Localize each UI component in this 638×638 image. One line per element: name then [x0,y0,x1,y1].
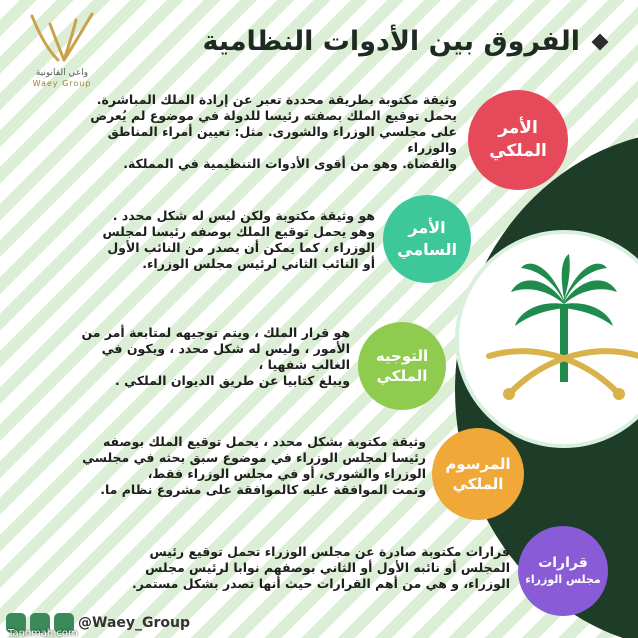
category-label-line2: الملكي [489,141,547,161]
category-label-line2: الملكي [376,367,428,385]
waey-logo-icon [14,6,110,66]
watermark: Tanomah.com [8,628,78,638]
category-label-line1: الأمر [498,118,538,139]
palm-trunk-icon [560,304,568,382]
description-line: أو النائب الثاني لرئيس مجلس الوزراء. [142,256,375,271]
category-label-line1: التوجيه [375,346,429,365]
category-circle-royal-decree [432,428,524,520]
brand-name-english: Waey Group [32,79,92,88]
category-circle-royal-directive [358,322,446,410]
category-label-line1: قرارات [538,555,588,572]
category-circle-cabinet-resolutions [518,526,608,616]
description-line: الوزراء ، كما يمكن أن يصدر من النائب الأول [107,240,375,255]
category-label-line2: الملكي [452,475,504,493]
description-line: ويبلغ كتابيا عن طريق الديوان الملكي . [115,373,350,388]
description-line: على مجلسي الوزراء والشورى. مثل: تعيين أمراء المناطق والوزراء [107,124,457,155]
description-line: وثيقة مكتوبة بطريقة محددة تعبر عن إرادة الملك المباشرة. [96,92,457,107]
description-royal-order [72,92,457,172]
description-high-order [80,208,375,272]
emblem-seal [455,230,638,448]
category-label-line2: السامي [397,240,457,259]
description-line: الأمور ، وليس له شكل محدد ، ويكون في [101,341,350,356]
category-label-line1: المرسوم [445,454,511,473]
description-line: قرارات مكتوبة صادرة عن مجلس الوزراء تحمل توقيع رئيس [149,544,510,559]
description-line: يحمل توقيع الملك بصفته رئيسا للدولة في موضوع لم يُعرض [90,108,457,123]
description-line: الوزراء والشورى، أو في مجلس الوزراء فقط، [147,466,426,481]
description-line: الغالب شفهيا ، [258,357,350,372]
description-line: هو وثيقة مكتوبة ولكن ليس له شكل محدد . [112,208,375,223]
description-line: وثيقة مكتوبة بشكل محدد ، يحمل توقيع الملك بوصفه [102,434,426,449]
description-royal-directive [60,325,350,389]
header [202,24,610,68]
description-line: والقضاة. وهو من أقوى الأدوات التنظيمية في المملكة. [123,156,457,171]
description-cabinet-resolutions [55,544,510,592]
saudi-emblem-icon [459,234,638,444]
description-line: وهو يحمل توقيع الملك بوصفه رئيسا لمجلس [102,224,375,239]
description-line: الوزراء، و هي من أهم القرارات حيث أنها تصدر بشكل مستمر. [131,576,510,591]
social-handle[interactable]: @Waey_Group [78,615,191,631]
description-line: هو قرار الملك ، ويتم توجيهه لمتابعة أمر من [81,325,350,340]
diamond-bullet-icon [592,34,609,51]
brand-name-arabic: واعي القانونية [35,68,89,78]
description-line: وتمت الموافقة عليه كالموافقة على مشروع نظام ما. [100,482,426,497]
category-label-line2: مجلس الوزراء [525,573,601,587]
page-title: الفروق بين الأدوات النظامية [202,26,580,57]
description-royal-decree [60,434,426,498]
description-line: رئيسا لمجلس الوزراء في موضوع سبق بحثه في مجلسي [82,450,426,465]
description-line: المجلس أو نائبه الأول أو الثاني بوصفهم نوابا لرئيس مجلس [145,560,510,575]
category-circle-high-order [383,195,471,283]
category-circle-royal-order [468,90,568,190]
footer [0,608,638,638]
brand-logo [14,6,110,90]
category-label-line1: الأمر [408,218,446,238]
